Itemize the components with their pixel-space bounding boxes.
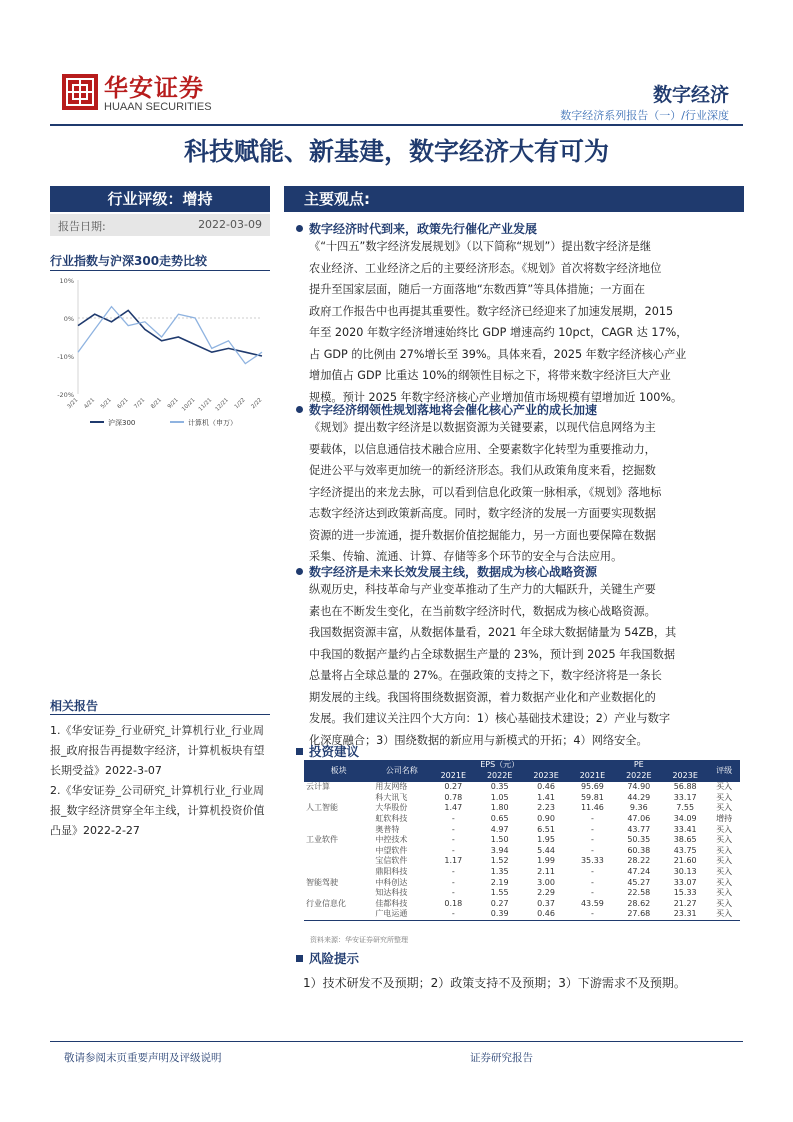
cell-company: 中科创达	[375, 877, 408, 887]
para-line: 采集、传输、流通、计算、存储等多个环节的安全与合法应用。	[309, 550, 623, 563]
cell-value: 28.22	[627, 856, 651, 866]
table-row	[304, 856, 740, 867]
col-eps-group: EPS（元）	[430, 760, 569, 771]
cell-value: 22.58	[627, 888, 651, 898]
y-tick-label: 0%	[63, 315, 74, 323]
square-bullet-icon	[296, 748, 303, 755]
cell-value: 33.41	[673, 824, 697, 834]
para-line: 《规划》提出数字经济是以数据资源为关键要素，以现代信息网络为主	[309, 421, 656, 434]
cell-value: 1.80	[490, 803, 509, 813]
bullet-heading-2: 数字经济纲领性规划落地将会催化核心产业的成长加速	[296, 401, 597, 418]
cell-sector	[304, 888, 373, 899]
cell-value: -	[451, 813, 455, 823]
cell-value: -	[590, 835, 594, 845]
para-line: 促进公平与效率更加统一的新经济形态。我们从政策角度来看，挖掘数	[309, 464, 656, 477]
legend-label: 计算机（申万）	[188, 419, 237, 427]
table-row	[304, 782, 740, 793]
x-tick-label: 8/21	[150, 397, 164, 411]
col-year: 2021E	[430, 771, 476, 782]
cell-value: 1.55	[490, 888, 509, 898]
cell-value: 4.97	[490, 824, 509, 834]
para-line: 《“十四五”数字经济发展规划》（以下简称“规划”）提出数字经济是继	[309, 240, 652, 253]
cell-value: 2.29	[537, 888, 555, 898]
x-tick-label: 3/21	[66, 397, 80, 411]
cell-sector: 工业软件	[306, 835, 338, 845]
para-line: 中我国的数据产量约占全球数据生产量的 23%，预计到 2025 年我国数据	[309, 647, 676, 661]
cell-value: 21.27	[673, 898, 697, 908]
cell-value: 43.77	[627, 824, 651, 834]
cell-value: 38.65	[673, 835, 697, 845]
cell-value: -	[451, 835, 455, 845]
invest-advice-heading: 投资建议	[296, 742, 359, 760]
table-row	[304, 878, 740, 889]
x-tick-label: 10/21	[181, 397, 197, 413]
cell-value: 0.65	[490, 813, 509, 823]
cell-value: 44.29	[627, 792, 651, 802]
col-year: 2022E	[476, 771, 522, 782]
logo-mark	[62, 74, 98, 110]
cell-value: 95.69	[580, 782, 604, 792]
cell-value: 47.24	[627, 866, 651, 876]
para-line: 政府工作报告中也再提其重要性。数字经济已经迎来了加速发展期，2015	[309, 304, 674, 318]
square-bullet-icon	[296, 955, 303, 962]
y-tick-label: 10%	[59, 277, 74, 285]
cell-value: -	[451, 866, 455, 876]
para-line: 总量将占全球总量的 27%。在强政策的支持之下，数字经济将是一条长	[309, 669, 662, 682]
y-tick-label: -10%	[57, 353, 74, 361]
para-line: 资源的进一步流通，提升数据价值挖掘能力，另一方面也要保障在数据	[309, 528, 656, 542]
cell-value: 1.05	[490, 792, 509, 802]
col-year: 2021E	[569, 771, 615, 782]
main-views-title: 主要观点:	[304, 190, 370, 208]
cell-company: 科大讯飞	[375, 792, 408, 802]
x-tick-label: 12/21	[214, 397, 230, 413]
cell-value: 2.23	[537, 803, 555, 813]
cell-value: -	[590, 813, 594, 823]
report-subtitle: 数字经济系列报告（一）/行业深度	[560, 109, 729, 122]
related-reports-title: 相关报告	[50, 699, 99, 713]
bullet-dot-icon	[296, 225, 303, 232]
cell-company: 广电运通	[373, 909, 430, 920]
cell-value: 27.68	[616, 909, 662, 920]
cell-company: 中望软件	[375, 845, 408, 855]
cell-value: 43.59	[580, 898, 604, 908]
col-year: 2023E	[523, 771, 569, 782]
legend-label: 沪深300	[108, 419, 136, 427]
cell-value: 1.47	[444, 803, 463, 813]
cell-value: 60.38	[627, 845, 651, 855]
para-line: 年至 2020 年数字经济增速始终比 GDP 增速高约 10pct，CAGR 达 17%，	[309, 326, 688, 339]
cell-value: -	[451, 888, 455, 898]
series-line-computer	[78, 307, 262, 364]
footer-divider	[50, 1041, 743, 1042]
cell-company: 鼎阳科技	[375, 866, 408, 876]
table-row	[304, 835, 740, 846]
cell-rating: 买入	[716, 845, 733, 855]
table-row	[304, 846, 740, 857]
cell-sector: 行业信息化	[306, 898, 346, 908]
para-line: 期发展的主线。我国将围绕数据资源，着力数据产业化和产业数据化的	[309, 690, 656, 704]
cell-value: 0.39	[476, 909, 522, 920]
cell-value: 23.31	[662, 909, 708, 920]
cell-value: 9.36	[629, 803, 648, 813]
cell-sector: 人工智能	[306, 803, 338, 813]
cell-value: 28.62	[627, 898, 651, 908]
bullet-heading-1: 数字经济时代到来，政策先行催化产业发展	[296, 220, 537, 237]
cell-value: 0.78	[444, 792, 463, 802]
cell-value: -	[590, 866, 594, 876]
x-tick-label: 1/22	[233, 397, 247, 411]
sector-label: 数字经济	[652, 84, 729, 106]
bullet-heading-3: 数字经济是未来长效发展主线，数据成为核心战略资源	[296, 563, 597, 580]
cell-sector	[304, 846, 373, 857]
cell-value: 0.90	[537, 813, 555, 823]
cell-sector	[304, 814, 373, 825]
para-line: 志数字经济达到政策新高度。同时，数字经济的发展一方面要实现数据	[309, 507, 656, 520]
cell-value: 2.19	[490, 877, 509, 887]
cell-rating: 买入	[716, 792, 733, 802]
cell-value: 0.46	[537, 782, 555, 792]
x-tick-label: 6/21	[116, 397, 130, 411]
cell-value: 21.60	[673, 856, 697, 866]
cell-company: 宝信软件	[375, 856, 408, 866]
cell-company: 虹软科技	[375, 813, 408, 823]
cell-value: 33.07	[673, 877, 697, 887]
col-sector: 板块	[304, 760, 373, 782]
para-line: 提升至国家层面，随后一方面落地“东数西算”等具体措施；一方面在	[309, 283, 646, 296]
cell-value: 0.18	[444, 898, 463, 908]
cell-value: 1.99	[537, 856, 555, 866]
main-views-header	[284, 186, 744, 212]
cell-sector: 智能驾驶	[306, 877, 338, 887]
table-row	[304, 909, 740, 920]
cell-value: 1.50	[490, 835, 509, 845]
cell-value: 0.27	[490, 898, 509, 908]
cell-value: 47.06	[627, 813, 651, 823]
col-pe-group: PE	[569, 760, 708, 771]
cell-rating: 买入	[716, 781, 733, 791]
related-reports-underline	[50, 714, 270, 715]
cell-rating: 买入	[716, 856, 733, 866]
page-title: 科技赋能、新基建，数字经济大有可为	[183, 137, 609, 166]
para-line: 纵观历史，科技革命与产业变革推动了生产力的大幅跃升，关键生产要	[309, 583, 656, 596]
cell-company: 知达科技	[375, 888, 408, 898]
cell-value: 0.27	[444, 782, 463, 792]
cell-value: 50.35	[627, 835, 651, 845]
cell-value: -	[451, 845, 455, 855]
cell-value: -	[430, 909, 476, 920]
col-rating: 评级	[708, 760, 740, 782]
cell-rating: 买入	[716, 835, 733, 845]
table-row	[304, 825, 740, 836]
related-report-1[interactable]: 1.《华安证券_行业研究_计算机行业_行业周报_政府报告再提数字经济，计算机板块有望长期受益》2022-3-07	[50, 724, 265, 777]
para-line: 规模。预计 2025 年数字经济核心产业增加值市场规模有望增加近 100%。	[309, 390, 683, 404]
para-line: 字经济提出的来龙去脉，可以看到信息化政策一脉相承，《规划》落地标	[309, 485, 662, 499]
logo-cn-text: 华安证券	[104, 73, 204, 102]
cell-value: 11.46	[580, 803, 604, 813]
cell-value: 34.09	[673, 813, 697, 823]
para-line: 占 GDP 的比例由 27%增长至 39%。具体来看，2025 年数字经济核心产业	[309, 347, 687, 361]
table-source: 资料来源：华安证券研究所整理	[310, 936, 408, 944]
cell-value: -	[451, 824, 455, 834]
cell-rating: 买入	[716, 877, 733, 887]
cell-value: 1.35	[490, 866, 509, 876]
cell-sector: 云计算	[306, 781, 330, 791]
cell-rating: 增持	[716, 813, 733, 823]
cell-value: 1.41	[537, 792, 555, 802]
cell-company: 中控技术	[375, 835, 408, 845]
cell-sector	[304, 793, 373, 804]
cell-company: 用友网络	[375, 781, 408, 791]
cell-value: 45.27	[627, 877, 651, 887]
cell-value: 0.37	[537, 898, 555, 908]
para-line: 农业经济、工业经济之后的主要经济形态。《规划》首次将数字经济地位	[309, 261, 662, 275]
bullet-body-1	[309, 236, 739, 408]
x-tick-label: 9/21	[166, 397, 180, 411]
cell-sector	[304, 825, 373, 836]
risk-text: 1）技术研发不及预期；2）政策支持不及预期；3）下游需求不及预期。	[303, 976, 686, 990]
col-company: 公司名称	[373, 760, 430, 782]
risk-heading: 风险提示	[296, 949, 359, 967]
cell-sector	[304, 909, 373, 920]
cell-rating: 买入	[716, 866, 733, 876]
cell-rating: 买入	[716, 803, 733, 813]
para-line: 化深度融合；3）围绕数据的新应用与新模式的开拓；4）网络安全。	[309, 733, 648, 747]
x-tick-label: 5/21	[99, 397, 113, 411]
chart-title-underline	[50, 270, 270, 271]
cell-value: 3.00	[537, 877, 555, 887]
table-row	[304, 803, 740, 814]
cell-value: 5.44	[537, 845, 555, 855]
report-date-value: 2022-03-09	[198, 218, 262, 231]
bullet-body-3	[309, 579, 739, 751]
logo-en-text: HUAAN SECURITIES	[104, 101, 212, 113]
bullet-dot-icon	[296, 568, 303, 575]
para-line: 增加值占 GDP 比重达 10%的纲领性目标之下，将带来数字经济巨大产业	[309, 369, 671, 382]
cell-value: 30.13	[673, 866, 697, 876]
para-line: 发展。我们建议关注四个大方向：1）核心基础技术建设；2）产业与数字	[309, 712, 671, 725]
table-row	[304, 793, 740, 804]
table-row	[304, 888, 740, 899]
cell-value: 59.81	[580, 792, 604, 802]
index-comparison-chart	[50, 272, 272, 432]
para-line: 我国数据资源丰富，从数据体量看，2021 年全球大数据储量为 54ZB，其	[309, 626, 677, 639]
cell-value: 3.94	[490, 845, 509, 855]
cell-value: -	[590, 845, 594, 855]
cell-value: 1.95	[537, 835, 555, 845]
bullet-dot-icon	[296, 406, 303, 413]
cell-company: 奥普特	[375, 824, 400, 834]
cell-value: -	[451, 877, 455, 887]
investment-table	[304, 760, 740, 921]
table-row	[304, 899, 740, 910]
para-line: 素也在不断发生变化，在当前数字经济时代，数据成为核心战略资源。	[309, 604, 656, 618]
cell-sector	[304, 867, 373, 878]
report-date-row	[50, 214, 270, 236]
table-row	[304, 814, 740, 825]
bullet-body-2	[309, 417, 739, 568]
cell-value: 35.33	[580, 856, 604, 866]
report-date-label: 报告日期:	[58, 220, 106, 233]
cell-value: 33.17	[673, 792, 697, 802]
y-tick-label: -20%	[57, 391, 74, 399]
para-line: 要载体，以信息通信技术融合应用、全要素数字化转型为重要推动力，	[309, 442, 656, 456]
cell-value: 15.33	[673, 888, 697, 898]
cell-value: -	[590, 877, 594, 887]
cell-value: 74.90	[627, 782, 651, 792]
cell-value: 43.75	[673, 845, 697, 855]
x-tick-label: 7/21	[133, 397, 147, 411]
cell-value: -	[569, 909, 615, 920]
cell-value: 6.51	[537, 824, 555, 834]
cell-value: 0.46	[523, 909, 569, 920]
cell-value: 0.35	[490, 782, 509, 792]
footer-report-type: 证券研究报告	[470, 1052, 533, 1064]
related-report-2[interactable]: 2.《华安证券_公司研究_计算机行业_行业周报_数字经济贯穿全年主线，计算机投资价值凸显》2022-2-27	[50, 784, 265, 837]
cell-value: -	[590, 824, 594, 834]
cell-rating: 买入	[716, 898, 733, 908]
cell-rating: 买入	[716, 888, 733, 898]
cell-value: 2.11	[537, 866, 555, 876]
cell-sector	[304, 856, 373, 867]
col-year: 2023E	[662, 771, 708, 782]
x-tick-label: 2/22	[250, 397, 264, 411]
cell-rating: 买入	[708, 909, 740, 920]
chart-title: 行业指数与沪深300走势比较	[50, 254, 208, 268]
cell-value: 1.17	[444, 856, 463, 866]
table-row	[304, 867, 740, 878]
cell-value: 1.52	[490, 856, 509, 866]
cell-company: 大华股份	[375, 803, 408, 813]
industry-rating: 行业评级：增持	[50, 186, 270, 212]
cell-value: 7.55	[676, 803, 695, 813]
header-divider	[50, 124, 743, 126]
x-tick-label: 11/21	[197, 397, 214, 413]
cell-company: 佳都科技	[375, 898, 408, 908]
x-tick-label: 4/21	[83, 397, 97, 411]
cell-value: -	[590, 888, 594, 898]
cell-value: 56.88	[673, 782, 697, 792]
cell-rating: 买入	[716, 824, 733, 834]
col-year: 2022E	[616, 771, 662, 782]
footer-disclaimer[interactable]: 敬请参阅末页重要声明及评级说明	[64, 1052, 222, 1064]
